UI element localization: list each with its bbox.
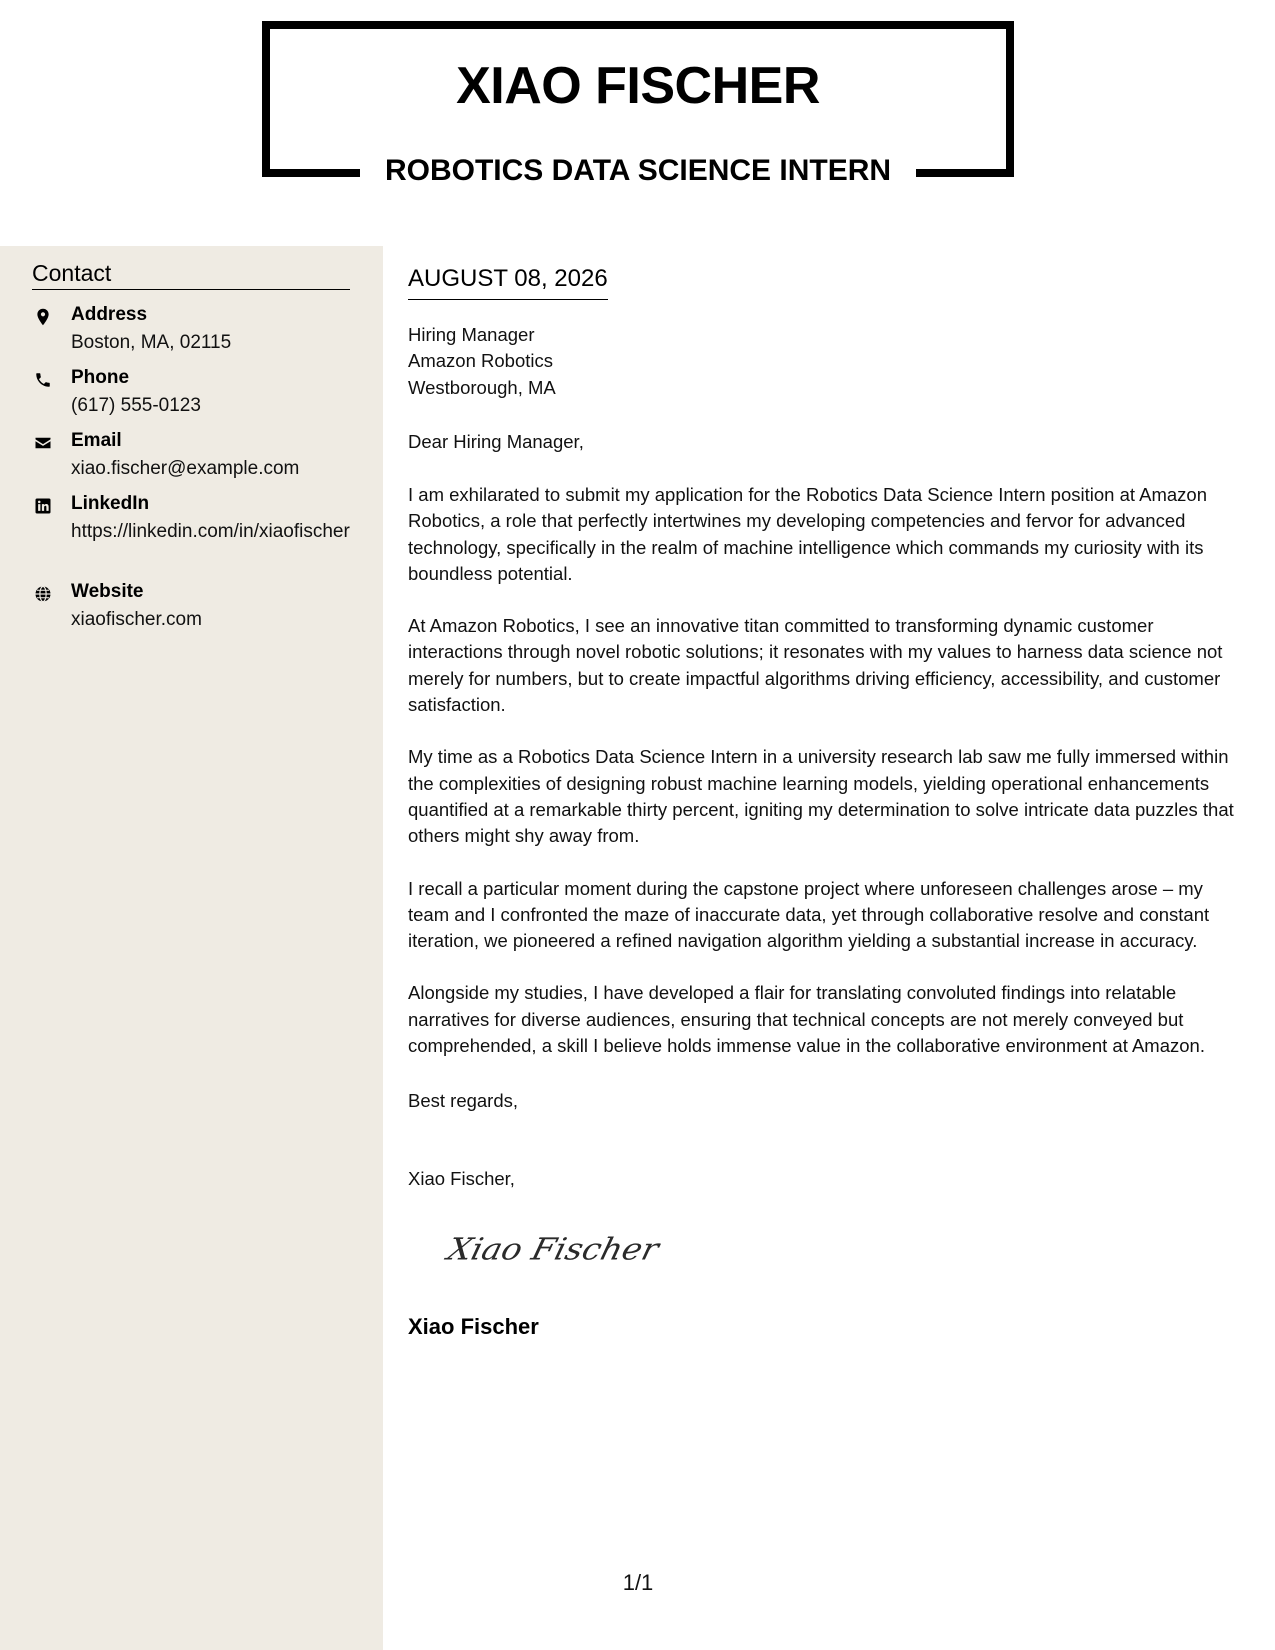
body-paragraph: I am exhilarated to submit my application for the Robotics Data Science Intern position at Amazon Robotics, a role that perfectly intertwines my developing competencies and fervor for advanced technology, specifically in the realm of machine intelligence which commands my curiosity with its boundless potential. [408, 484, 1207, 584]
header-frame-bottom-left [262, 169, 360, 177]
resume-header [0, 0, 1275, 246]
body-paragraph: I recall a particular moment during the capstone project where unforeseen challenges arose – my team and I confronted the maze of inaccurate data, yet through collaborative resolve and constant iteration, we pioneered a refined navigation algorithm yielding a substantial increase in accuracy. [408, 877, 1210, 952]
linkedin-icon [34, 497, 52, 515]
contact-value: Boston, MA, 02115 [71, 332, 232, 353]
globe-icon [34, 585, 52, 603]
contact-value: (617) 555-0123 [71, 395, 201, 416]
contact-value[interactable]: https://linkedin.com/in/xiaofischer [71, 521, 350, 542]
body-paragraph: At Amazon Robotics, I see an innovative titan committed to transforming dynamic customer interactions through novel robotic solutions; it resonates with my values to harness data science not merely for numbers, but to create impactful algorithms driving efficiency, accessibility, and customer satisfaction. [408, 615, 1223, 716]
body-paragraph: My time as a Robotics Data Science Intern in a university research lab saw me fully immersed within the complexities of designing robust machine learning models, yielding operational enhancements quantified at a remarkable thirty percent, igniting my determination to solve intricate data puzzles that others might shy away from. [408, 746, 1234, 847]
map-pin-icon [34, 308, 52, 326]
contact-label: Website [71, 581, 144, 602]
letter-date: AUGUST 08, 2026 [408, 265, 608, 300]
contact-value[interactable]: xiaofischer.com [71, 609, 202, 630]
contact-label: Address [71, 304, 148, 325]
envelope-icon [34, 434, 52, 452]
closing: Best regards, [408, 1090, 519, 1111]
job-title: ROBOTICS DATA SCIENCE INTERN [384, 154, 892, 187]
body-paragraph: Alongside my studies, I have developed a flair for translating convoluted findings into relatable narratives for diverse audiences, ensuring that technical concepts are not merely conveyed but comprehended, a skill I believe holds immense value in the collaborative environment at Amazon. [408, 982, 1205, 1057]
signer-line: Xiao Fischer, [408, 1168, 515, 1189]
contact-value: xiao.fischer@example.com [71, 458, 300, 479]
handwritten-signature: Xiao Fischer [444, 1231, 663, 1267]
recipient-line: Westborough, MA [408, 376, 556, 398]
letter-body [408, 482, 1244, 1085]
signer-name: Xiao Fischer [408, 1314, 539, 1339]
page-number: 1/1 [622, 1570, 654, 1595]
contact-label: Email [71, 430, 122, 451]
recipient-line: Hiring Manager [408, 324, 535, 345]
contact-sidebar [0, 246, 383, 1650]
header-frame-bottom-right [916, 169, 1014, 177]
header-frame-top [262, 21, 1014, 29]
applicant-name: XIAO FISCHER [456, 57, 820, 115]
recipient-line: Amazon Robotics [408, 350, 553, 372]
contact-label: LinkedIn [71, 493, 150, 514]
phone-icon [34, 371, 52, 389]
recipient-block [408, 322, 556, 401]
contact-heading: Contact [32, 260, 350, 290]
greeting: Dear Hiring Manager, [408, 431, 584, 452]
contact-label: Phone [71, 367, 130, 388]
